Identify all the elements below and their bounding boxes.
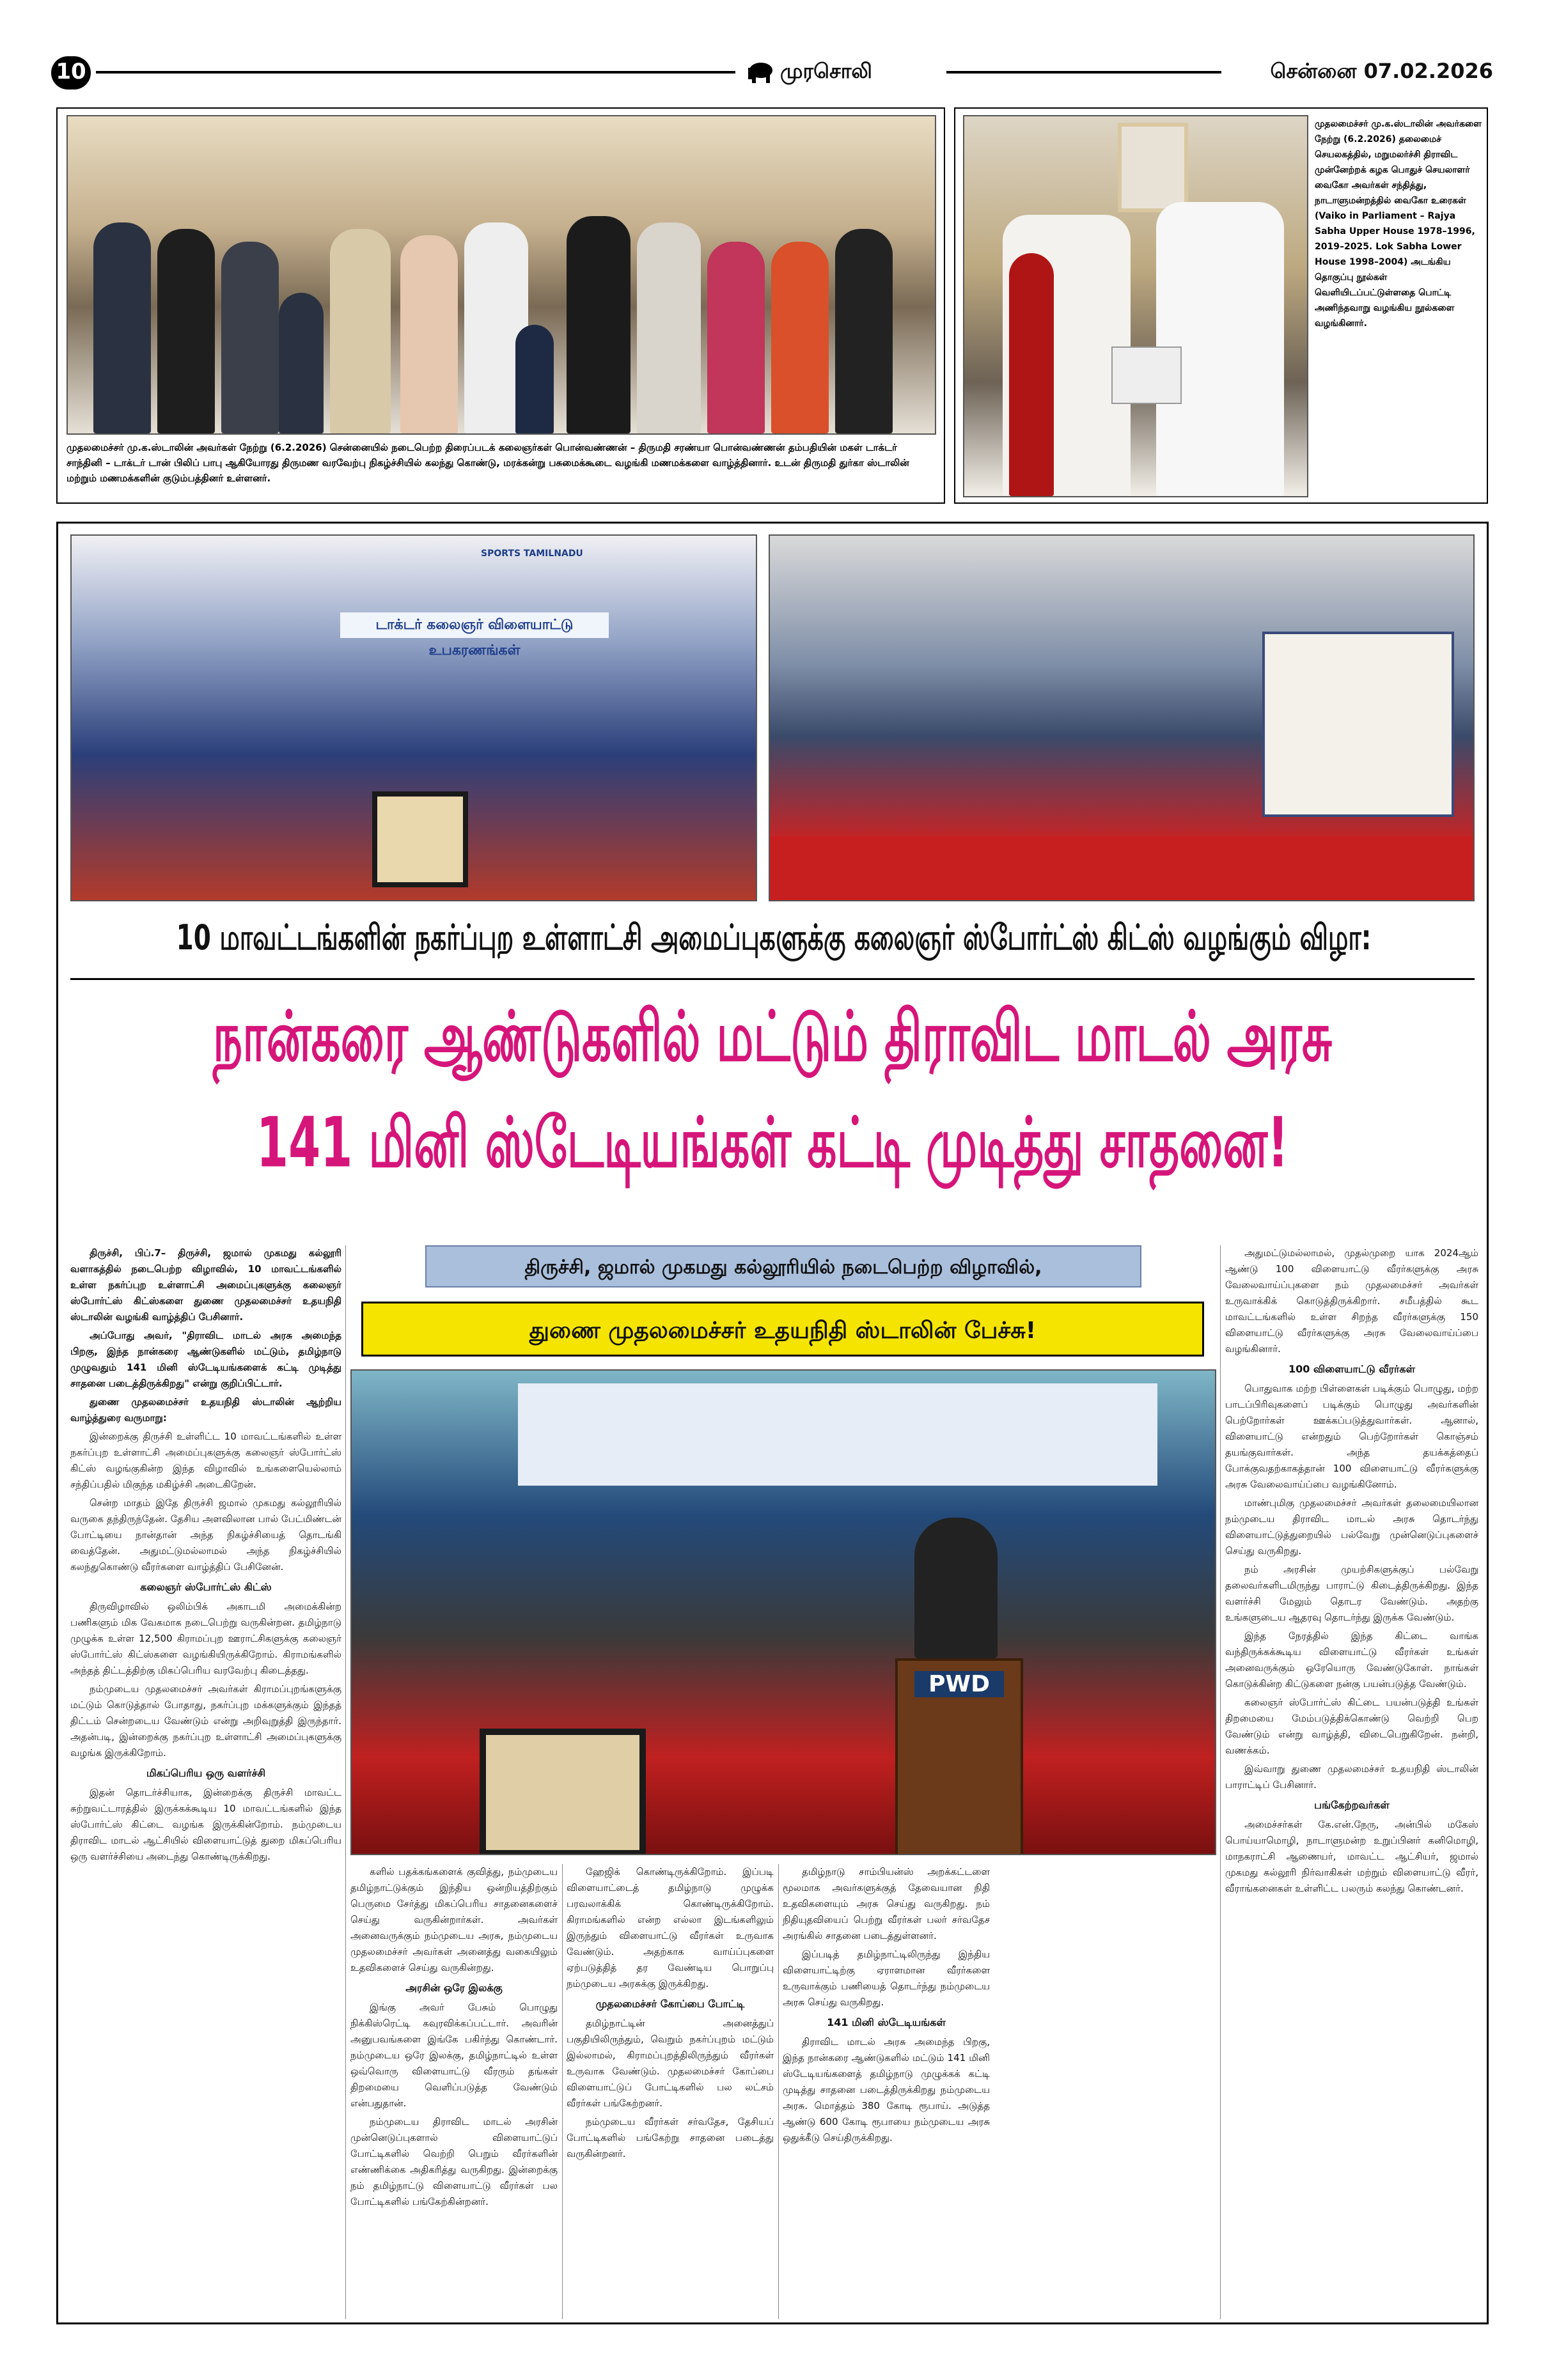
red-carpet	[770, 836, 1475, 901]
stage-photo	[350, 1369, 1216, 1855]
right-para: அதுமட்டுமல்லாமல், முதல்முறை யாக 2024ஆம் ஆண்டு 100 விளையாட்டு வீரர்களுக்கு அரசு வேலைவாய்ப்புகளை நம் முதலமைச்சர் அவர்கள் உருவாக்கிக் கொடுத்திருக்கிறார். சமீபத்தில் கூட மாவட்டங்களில் உள்ள சிறந்த வீரர்களுக்கு 150 விளையாட்டு வீரர்களுக்கு அரசு வேலைவாய்ப்பை வழங்கினார்.	[1225, 1247, 1478, 1355]
right-subhead: பங்கேற்றவர்கள்	[1314, 1799, 1390, 1811]
sports-logo: SPORTS TAMILNADU	[481, 548, 583, 559]
masthead-rule-right	[946, 71, 1221, 74]
col1-para: சென்ற மாதம் இதே திருச்சி ஜமால் முகமது கல்லூரியில் வருகை தந்திருந்தேன். தேசிய அளவிலான பால் பேட்மிண்டன் போட்டியை நான்தான் அந்த நிகழ்ச்சியைத் தொடங்கி வைத்தேன். அதுமட்டுமல்லாமல் அந்த நிகழ்ச்சியில் கலந்துகொண்டு வீரர்களை வாழ்த்திப் பேசினேன்.	[70, 1497, 341, 1573]
col3-para: ஹேஜிக் கொண்டிருக்கிறோம். இப்படி விளையாட்டைத் தமிழ்நாடு முழுக்க பரவலாக்கிக் கொண்டிருக்கிறோம். கிராமங்களில் என்ற எல்லா இடங்களிலும் இருந்தும் விளையாட்டு வீரர்கள் உருவாக வேண்டும். அதற்காக வாய்ப்புகளை ஏற்படுத்தித் தர வேண்டிய பொறுப்பு நம்முடைய அரசுக்கு இருக்கிறது.	[567, 1866, 774, 1989]
sports-kit-photo-left	[70, 534, 757, 901]
col1-para: துணை முதலமைச்சர் உதயநிதி ஸ்டாலின் ஆற்றிய வாழ்த்துரை வருமாறு:	[70, 1396, 341, 1424]
column-2	[350, 1864, 558, 2319]
right-para: மாண்புமிகு முதலமைச்சர் அவர்கள் தலைமையிலான நம்முடைய திராவிட மாடல் அரசு தொடர்ந்து விளையாட்டுத்துறையில் பல்வேறு முன்னெடுப்புகளைச் செய்து வருகிறது.	[1225, 1497, 1478, 1557]
col1-para: நம்முடைய முதலமைச்சர் அவர்கள் கிராமப்புறங்களுக்கு மட்டும் கொடுத்தால் போதாது, நகர்ப்புற மக்களுக்கும் இந்தத் திட்டம் சென்றடைய வேண்டும் என்று அறிவுறுத்தி இருந்தார். அதன்படி, இன்றைக்கு நகர்ப்புற உள்ளாட்சி அமைப்புகளுக்கு வழங்க இருக்கிறோம்.	[70, 1683, 341, 1759]
col1-para: இன்றைக்கு திருச்சி உள்ளிட்ட 10 மாவட்டங்களில் உள்ள நகர்ப்புற உள்ளாட்சி அமைப்புகளுக்கு கலைஞர் ஸ்போர்ட்ஸ் கிட்ஸ் வழங்குகின்ற இந்த விழாவில் உங்களையெல்லாம் சந்திப்பதில் மிகுந்த மகிழ்ச்சி அடைகிறேன்.	[70, 1431, 341, 1490]
headline-line2: 141 மினி ஸ்டேடியங்கள் கட்டி முடித்து சாதனை!	[256, 1102, 1288, 1183]
col1-subhead: கலைஞர் ஸ்போர்ட்ஸ் கிட்ஸ்	[140, 1581, 272, 1593]
col1-para: இதன் தொடர்ச்சியாக, இன்றைக்கு திருச்சி மாவட்ட சுற்றுவட்டாரத்தில் இருக்கக்கூடிய 10 மாவட்டங்களில் இந்த ஸ்போர்ட்ஸ் கிட்டை வழங்க இருக்கின்றோம். நம்முடைய திராவிட மாடல் ஆட்சியில் விளையாட்டுத் துறை மிகப்பெரிய ஒரு வளர்ச்சியை அடைந்து கொண்டிருக்கிறது.	[70, 1787, 341, 1862]
column-divider	[562, 1864, 563, 2319]
column-4	[783, 1864, 990, 2319]
col3-para: தமிழ்நாட்டின் அனைத்துப் பகுதியிலிருந்தும், வெறும் நகர்ப்புறம் மட்டும் இல்லாமல், கிராமப்புறத்திலிருந்தும் வீரர்கள் உருவாக வேண்டும். முதலமைச்சர் கோப்பை விளையாட்டுப் போட்டிகளில் பல லட்சம் வீரர்கள் பங்கேற்றனர்.	[567, 2018, 774, 2109]
column-divider	[345, 1245, 346, 2319]
top-left-box	[56, 107, 945, 504]
top-right-caption: முதலமைச்சர் மு.க.ஸ்டாலின் அவர்களை நேற்று (6.2.2026) தலைமைச் செயலகத்தில், மறுமலர்ச்சி திராவிட முன்னேற்றக் கழக பொதுச் செயலாளர் வைகோ அவர்கள் சந்தித்து, நாடாளுமன்றத்தில் வைகோ உரைகள் (Vaiko in Parliament – Rajya Sabha Upper House 1978–1996, 2019–2025. Lok Sabha Lower House 1998–2004) அடங்கிய தொகுப்பு நூல்கள் வெளியிடப்பட்டுள்ளதை பொட்டி அணிந்தவாறு வழங்கிய நூல்களை வழங்கினார்.	[1315, 119, 1482, 329]
headline-line1: நான்கரை ஆண்டுகளில் மட்டும் திராவிட மாடல் அரசு	[213, 996, 1332, 1077]
col2-subhead: அரசின் ஒரே இலக்கு	[405, 1982, 503, 1994]
podium-label: PWD	[914, 1671, 1004, 1697]
top-right-box	[954, 107, 1488, 504]
stage-banner	[518, 1383, 1157, 1486]
col4-para: இப்படித் தமிழ்நாட்டிலிருந்து இந்திய விளையாட்டிற்கு ஏராளமான வீரர்களை உருவாக்கும் பணியைத் தொடர்ந்து நம்முடைய அரசு செய்து வருகிறது.	[783, 1948, 990, 2008]
col1-para: திருச்சி, பிப்.7– திருச்சி, ஜமால் முகமது கல்லூரி வளாகத்தில் நடைபெற்ற விழாவில், 10 மாவட்டங்களில் உள்ள நகர்ப்புற உள்ளாட்சி அமைப்புகளுக்கு கலைஞர் ஸ்போர்ட்ஸ் கிட்ஸ்களை துணை முதலமைச்சர் உதயநிதி ஸ்டாலின் வழங்கி வாழ்த்திப் பேசினார்.	[70, 1247, 341, 1323]
right-para: பொதுவாக மற்ற பிள்ளைகள் படிக்கும் பொழுது, மற்ற பாடப்பிரிவுகளைப் படிக்கும் பொழுது அவர்களின் பெற்றோர்கள் ஊக்கப்படுத்துவார்கள். ஆனால், விளையாட்டு என்றதும் பெற்றோர்கள் கொஞ்சம் தயங்குவார்கள். அந்த தயக்கத்தைப் போக்குவதற்காகத்தான் 100 விளையாட்டு வீரர்களுக்கு அரசு வேலைவாய்ப்பை வழங்கினோம்.	[1225, 1383, 1478, 1490]
right-para: கலைஞர் ஸ்போர்ட்ஸ் கிட்டை பயன்படுத்தி உங்கள் திறமையை மேம்படுத்திக்கொண்டு வெற்றி பெற வேண்டும் என்று வாழ்த்தி, விடைபெறுகிறேன். நன்றி, வணக்கம்.	[1225, 1697, 1478, 1756]
wedding-photo	[67, 115, 936, 435]
right-para: இந்த நேரத்தில் இந்த கிட்டை வாங்க வந்திருக்கக்கூடிய விளையாட்டு வீரர்கள் உங்கள் அனைவருக்கும் ஒரேயொரு வேண்டுகோள். நாங்கள் கொடுக்கின்ற கிட்டுகளை நன்கு பயன்படுத்த வேண்டும்.	[1225, 1630, 1478, 1690]
top-left-caption: முதலமைச்சர் மு.க.ஸ்டாலின் அவர்கள் நேற்று (6.2.2026) சென்னையில் நடைபெற்ற திரைப்படக் கலைஞர்கள் பொன்வண்ணன் – திருமதி சரண்யா பொன்வண்ணன் தம்பதியின் மகள் டாக்டர் சாந்தினி – டாக்டர் டான் பிலிப் பாபு ஆகியோரது திருமண வரவேற்பு நிகழ்ச்சியில் கலந்து கொண்டு, மரக்கன்று பசுமைக்கூடை வழங்கி மணமக்களை வாழ்த்தினார். உடன் திருமதி துர்கா ஸ்டாலின் மற்றும் மணமக்களின் குடும்பத்தினர் உள்ளனர்.	[67, 442, 909, 484]
column-1	[70, 1245, 341, 2319]
paper-name: முரசொலி	[780, 59, 872, 83]
col1-para: திருவிழாவில் ஒலிம்பிக் அகாடமி அமைக்கின்ற பணிகளும் மிக வேகமாக நடைபெற்று வருகின்றன. தமிழ்நாடு முழுக்க உள்ள 12,500 கிராமப்புற ஊராட்சிகளுக்கு கலைஞர் ஸ்போர்ட்ஸ் கிட்ஸ்களை வழங்கியிருக்கிறோம். கிராமங்களில் அந்தத் திட்டத்திற்கு மிகப்பெரிய வரவேற்பு கிடைத்தது.	[70, 1601, 341, 1676]
column-3	[567, 1864, 774, 2319]
carrom-board-center	[480, 1729, 646, 1855]
column-right	[1225, 1245, 1478, 2319]
column-divider	[778, 1864, 779, 2319]
col4-subhead: 141 மினி ஸ்டேடியங்கள்	[827, 2016, 946, 2028]
masthead	[51, 56, 1493, 89]
col2-para: இங்கு அவர் பேசும் பொழுது நிக்கிஸ்ரெட்டி கவுரவிக்கப்பட்டார். அவரின் அனுபவங்களை இங்கே பகிர்ந்து கொண்டார். நம்முடைய ஒரே இலக்கு, தமிழ்நாட்டில் உள்ள ஒவ்வொரு விளையாட்டு வீரரும் தங்கள் திறமையை வெளிப்படுத்த வேண்டும் என்பதுதான்.	[350, 2002, 558, 2109]
truck	[1262, 632, 1454, 817]
page-number: 10	[56, 59, 86, 84]
col1-subhead: மிகப்பெரிய ஒரு வளர்ச்சி	[146, 1767, 266, 1779]
elephant-logo-icon	[747, 58, 775, 86]
col4-para: தமிழ்நாடு சாம்பியன்ஸ் அறக்கட்டளை மூலமாக அவர்களுக்குத் தேவையான நிதி உதவிகளையும் அரசு செய்து வருகிறது. நம் நிதியுதவியைப் பெற்று வீரர்கள் பலர் சர்வதேச அரங்கில் சாதனை படைத்துள்ளனர்.	[783, 1866, 990, 1941]
col1-para: அப்போது அவர், "திராவிட மாடல் அரசு அமைந்த பிறகு, இந்த நான்கரை ஆண்டுகளில் மட்டும், தமிழ்நாடு முழுவதும் 141 மினி ஸ்டேடியங்களைக் கட்டி முடித்து சாதனை படைத்திருக்கிறது" என்று குறிப்பிட்டார்.	[70, 1330, 341, 1389]
right-para: நம் அரசின் முயற்சிகளுக்குப் பல்வேறு தலைவர்களிடமிருந்து பாராட்டு கிடைத்திருக்கிறது. இந்த வளர்ச்சி மேலும் தொடர வேண்டும். அதற்கு உங்களுடைய ஆதரவு தொடர்ந்து இருக்க வேண்டும்.	[1225, 1564, 1478, 1623]
col3-para: நம்முடைய வீரர்கள் சர்வதேச, தேசியப் போட்டிகளில் பங்கேற்று சாதனை படைத்து வருகின்றனர்.	[567, 2116, 774, 2159]
book-bundle	[1111, 346, 1182, 404]
deck-line1: திருச்சி, ஜமால் முகமது கல்லூரியில் நடைபெற்ற விழாவில்,	[425, 1245, 1141, 1287]
column-divider	[1220, 1245, 1221, 2319]
right-subhead: 100 விளையாட்டு வீரர்கள்	[1288, 1363, 1416, 1375]
kicker: 10 மாவட்டங்களின் நகர்ப்புற உள்ளாட்சி அமைப்புகளுக்கு கலைஞர் ஸ்போர்ட்ஸ் கிட்ஸ் வழங்கும் விழா:	[176, 917, 1372, 958]
dateline: சென்னை 07.02.2026	[1270, 59, 1493, 83]
deck-line2: துணை முதலமைச்சர் உதயநிதி ஸ்டாலின் பேச்சு!	[361, 1302, 1204, 1357]
right-para: அமைச்சர்கள் கே.என்.நேரு, அன்பில் மகேஸ் பொய்யாமொழி, நாடாளுமன்ற உறுப்பினர் கனிமொழி, மாநகராட்சி ஆணையர், மாவட்ட ஆட்சியர், ஜமால் முகமது கல்லூரி நிர்வாகிகள் மற்றும் விளையாட்டு வீரர், வீராங்கனைகள் உள்ளிட்ட பலரும் கலந்து கொண்டனர்.	[1225, 1819, 1478, 1894]
sports-kit-photo-right	[769, 534, 1475, 901]
col4-para: திராவிட மாடல் அரசு அமைந்த பிறகு, இந்த நான்கரை ஆண்டுகளில் மட்டும் 141 மினி ஸ்டேடியங்களைத் தமிழ்நாடு முழுக்கக் கட்டி முடித்து சாதனை படைத்திருக்கிறது நம்முடைய அரசு. மொத்தம் 380 கோடி ரூபாய். அடுத்த ஆண்டு 600 கோடி ரூபாயை நம்முடைய அரசு ஒதுக்கீடு செய்திருக்கிறது.	[783, 2036, 990, 2143]
col2-para: நம்முடைய திராவிட மாடல் அரசின் முன்னெடுப்புகளால் விளையாட்டுப் போட்டிகளில் வெற்றி பெறும் வீரர்களின் எண்ணிக்கை அதிகரித்து வருகிறது. இன்றைக்கு நம் தமிழ்நாட்டு விளையாட்டு வீரர்கள் பல போட்டிகளில் பங்கேற்கின்றனர்.	[350, 2116, 558, 2207]
carrom-board	[372, 791, 468, 887]
col2-para: களில் பதக்கங்களைக் குவித்து, நம்முடைய தமிழ்நாட்டுக்கும் இந்திய ஒன்றியத்திற்கும் பெருமை சேர்த்து மிகப்பெரிய சாதனைகளைச் செய்து வருகின்றார்கள். அவர்கள் அனைவருக்கும் நம்முடைய அரசு, நம்முடைய முதலமைச்சர் அவர்கள் அனைத்து வகையிலும் உதவிகளைச் செய்து வருகின்றது.	[350, 1866, 558, 1973]
right-para: இவ்வாறு துணை முதலமைச்சர் உதயநிதி ஸ்டாலின் பாராட்டிப் பேசினார்.	[1225, 1763, 1478, 1791]
portrait-frame	[1118, 123, 1188, 212]
col3-subhead: முதலமைச்சர் கோப்பை போட்டி	[595, 1998, 745, 2010]
vaiko-photo	[963, 115, 1308, 497]
speaker	[914, 1518, 998, 1658]
photo-banner-text: டாக்டர் கலைஞர் விளையாட்டு உபகரணங்கள்	[340, 612, 609, 638]
masthead-rule-left	[96, 71, 735, 74]
